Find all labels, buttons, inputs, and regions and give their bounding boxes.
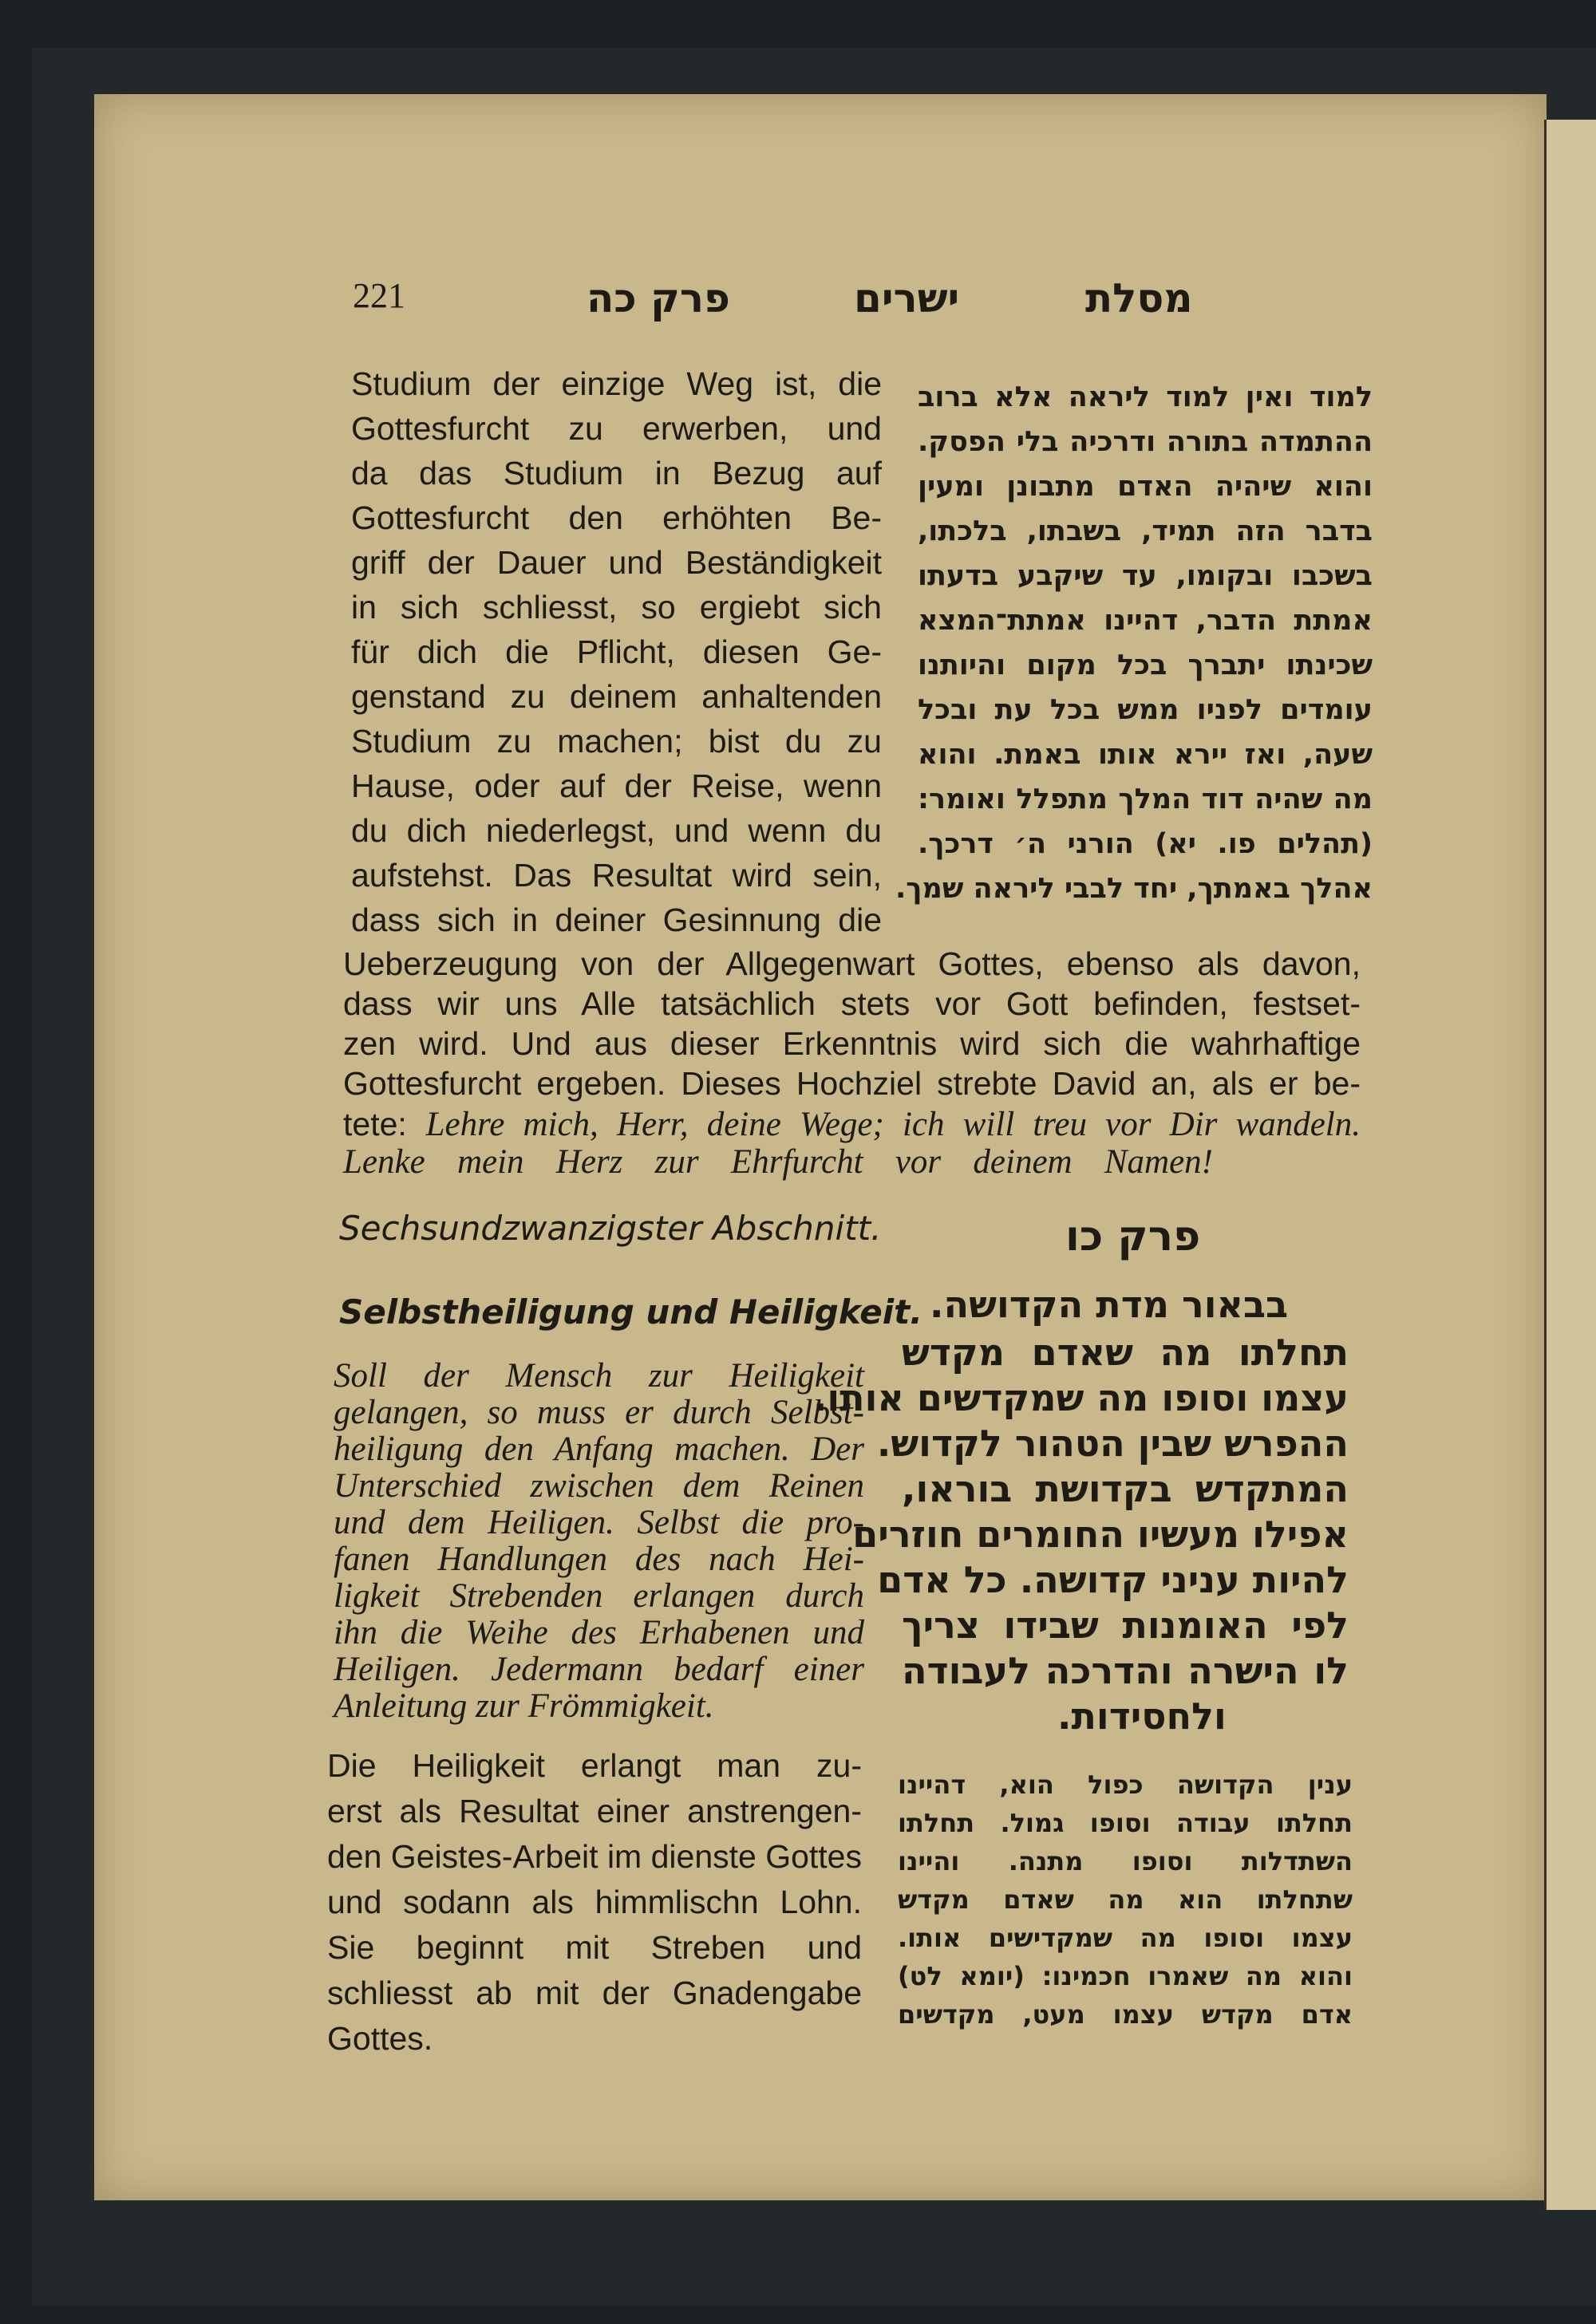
german-text: tete:: [343, 1106, 426, 1142]
german-text-line: da das Studium in Bezug auf: [351, 455, 882, 491]
german-quote-line: [343, 1105, 1361, 1144]
german-text-line: Sie beginnt mit Streben und: [327, 1929, 862, 1966]
psalm-quote: Lenke mein Herz zur Ehrfurcht vor deinem Namen!: [343, 1143, 1213, 1181]
german-text-line: schliesst ab mit der Gnadengabe: [327, 1975, 862, 2011]
summary-line: heiligung den Anfang machen. Der: [334, 1430, 864, 1468]
hebrew-summary-line: לו הישרה והדרכה לעבודה: [902, 1649, 1349, 1692]
german-text-line: dass wir uns Alle tatsächlich stets vor Gott befinden, festset-: [343, 985, 1361, 1022]
german-text-line: genstand zu deinem anhaltenden: [351, 678, 882, 715]
page-number: 221: [353, 276, 405, 315]
hebrew-text-line: והוא מה שאמרו חכמינו: (יומא לט): [898, 1961, 1353, 1991]
summary-line: Anleitung zur Frömmigkeit.: [334, 1687, 714, 1725]
hebrew-summary-line: לפי האומנות שבידו צריך: [902, 1604, 1349, 1647]
summary-line: ihn die Weihe des Erhabenen und: [334, 1614, 864, 1651]
hebrew-summary-line: עצמו וסופו מה שמקדשים אותו.: [812, 1376, 1349, 1419]
hebrew-text-line: אהלך באמתך, יחד לבבי ליראה שמך.: [895, 873, 1373, 905]
german-text-line: zen wird. Und aus dieser Erkenntnis wird sich die wahrhaftige: [343, 1025, 1361, 1062]
hebrew-chapter-title: פרק כו: [1065, 1213, 1201, 1261]
hebrew-summary-line: ההפרש שבין הטהור לקדוש.: [876, 1422, 1349, 1465]
hebrew-summary-line: המתקדש בקדושת בוראו,: [902, 1467, 1349, 1510]
german-text-line: dass sich in deiner Gesinnung die: [351, 902, 882, 938]
hebrew-text-line: עצמו וסופו מה שמקדישים אותו.: [898, 1923, 1353, 1953]
next-page-edge: [1544, 120, 1596, 2210]
hebrew-summary-line: תחלתו מה שאדם מקדש: [902, 1331, 1349, 1374]
header-title-1: מסלת: [1085, 275, 1193, 322]
hebrew-section-title: בבאור מדת הקדושה.: [930, 1283, 1289, 1326]
psalm-quote: Lehre mich, Herr, deine Wege; ich will treu vor Dir wandeln.: [425, 1106, 1361, 1143]
hebrew-text-line: תחלתו עבודה וסופו גמול. תחלתו: [898, 1808, 1353, 1838]
german-text-line: Die Heiligkeit erlangt man zu-: [327, 1747, 862, 1784]
hebrew-text-line: בדבר הזה תמיד, בשבתו, בלכתו,: [918, 515, 1373, 547]
german-text-line: erst als Resultat einer anstrengen-: [327, 1793, 862, 1829]
german-text-line: und sodann als himmlischn Lohn.: [327, 1884, 862, 1920]
german-text-line: Studium der einzige Weg ist, die: [351, 365, 882, 402]
summary-line: fanen Handlungen des nach Hei-: [334, 1541, 864, 1578]
hebrew-text-line: מה שהיה דוד המלך מתפלל ואומר:: [918, 783, 1373, 815]
hebrew-text-line: שכינתו יתברך בכל מקום והיותנו: [918, 649, 1373, 681]
german-text-line: in sich schliesst, so ergiebt sich: [351, 589, 882, 625]
german-text-line: den Geistes-Arbeit im dienste Gottes: [327, 1838, 862, 1875]
german-text-line: Studium zu machen; bist du zu: [351, 723, 882, 760]
german-text-line: Gottes.: [327, 2020, 433, 2057]
summary-line: Soll der Mensch zur Heiligkeit: [334, 1357, 864, 1395]
hebrew-text-line: (תהלים פו. יא) הורני ה׳ דרכך.: [918, 828, 1373, 860]
hebrew-summary-line: אפילו מעשיו החומרים חוזרים: [852, 1513, 1349, 1556]
hebrew-text-line: אמתת הדבר, דהיינו אמתת־המצא: [918, 605, 1373, 637]
hebrew-text-line: השתדלות וסופו מתנה. והיינו: [898, 1846, 1353, 1876]
summary-line: ligkeit Strebenden erlangen durch: [334, 1577, 864, 1615]
header-title-3: פרק כה: [587, 275, 730, 322]
german-text-line: Gottesfurcht ergeben. Dieses Hochziel strebte David an, als er be-: [343, 1065, 1361, 1102]
german-text-line: griff der Dauer und Beständigkeit: [351, 544, 882, 581]
hebrew-text-line: למוד ואין למוד ליראה אלא ברוב: [918, 381, 1373, 413]
hebrew-summary-line: להיות עניני קדושה. כל אדם: [877, 1558, 1349, 1601]
hebrew-text-line: ענין הקדושה כפול הוא, דהיינו: [898, 1770, 1353, 1800]
summary-line: Unterschied zwischen dem Reinen: [334, 1467, 864, 1505]
section-subtitle: Selbstheiligung und Heiligkeit.: [339, 1292, 923, 1332]
german-text-line: Hause, oder auf der Reise, wenn: [351, 767, 882, 804]
hebrew-summary-line: ולחסידות.: [1057, 1695, 1227, 1738]
hebrew-text-line: עומדים לפניו ממש בכל עת ובכל: [918, 694, 1373, 726]
hebrew-text-line: אדם מקדש עצמו מעט, מקדשים: [898, 1999, 1353, 2030]
german-text-line: Ueberzeugung von der Allgegenwart Gottes, ebenso als davon,: [343, 945, 1361, 982]
hebrew-text-line: שתחלתו הוא מה שאדם מקדש: [898, 1884, 1353, 1915]
hebrew-text-line: ההתמדה בתורה ודרכיה בלי הפסק.: [918, 426, 1373, 458]
summary-line: Heiligen. Jedermann bedarf einer: [334, 1651, 864, 1688]
german-text-line: aufstehst. Das Resultat wird sein,: [351, 857, 882, 894]
chapter-title: Sechsundzwanzigster Abschnitt.: [339, 1209, 882, 1248]
german-text-line: Gottesfurcht zu erwerben, und: [351, 410, 882, 447]
hebrew-text-line: שעה, ואז יירא אותו באמת. והוא: [918, 739, 1373, 771]
hebrew-text-line: והוא שיהיה האדם מתבונן ומעין: [918, 471, 1373, 503]
header-title-2: ישרים: [854, 275, 960, 322]
summary-line: gelangen, so muss er durch Selbst-: [334, 1394, 864, 1431]
hebrew-text-line: בשכבו ובקומו, עד שיקבע בדעתו: [918, 560, 1373, 592]
german-text-line: du dich niederlegst, und wenn du: [351, 812, 882, 849]
german-text-line: Gottesfurcht den erhöhten Be-: [351, 499, 882, 536]
summary-line: und dem Heiligen. Selbst die pro-: [334, 1504, 864, 1541]
german-text-line: für dich die Pflicht, diesen Ge-: [351, 633, 882, 670]
